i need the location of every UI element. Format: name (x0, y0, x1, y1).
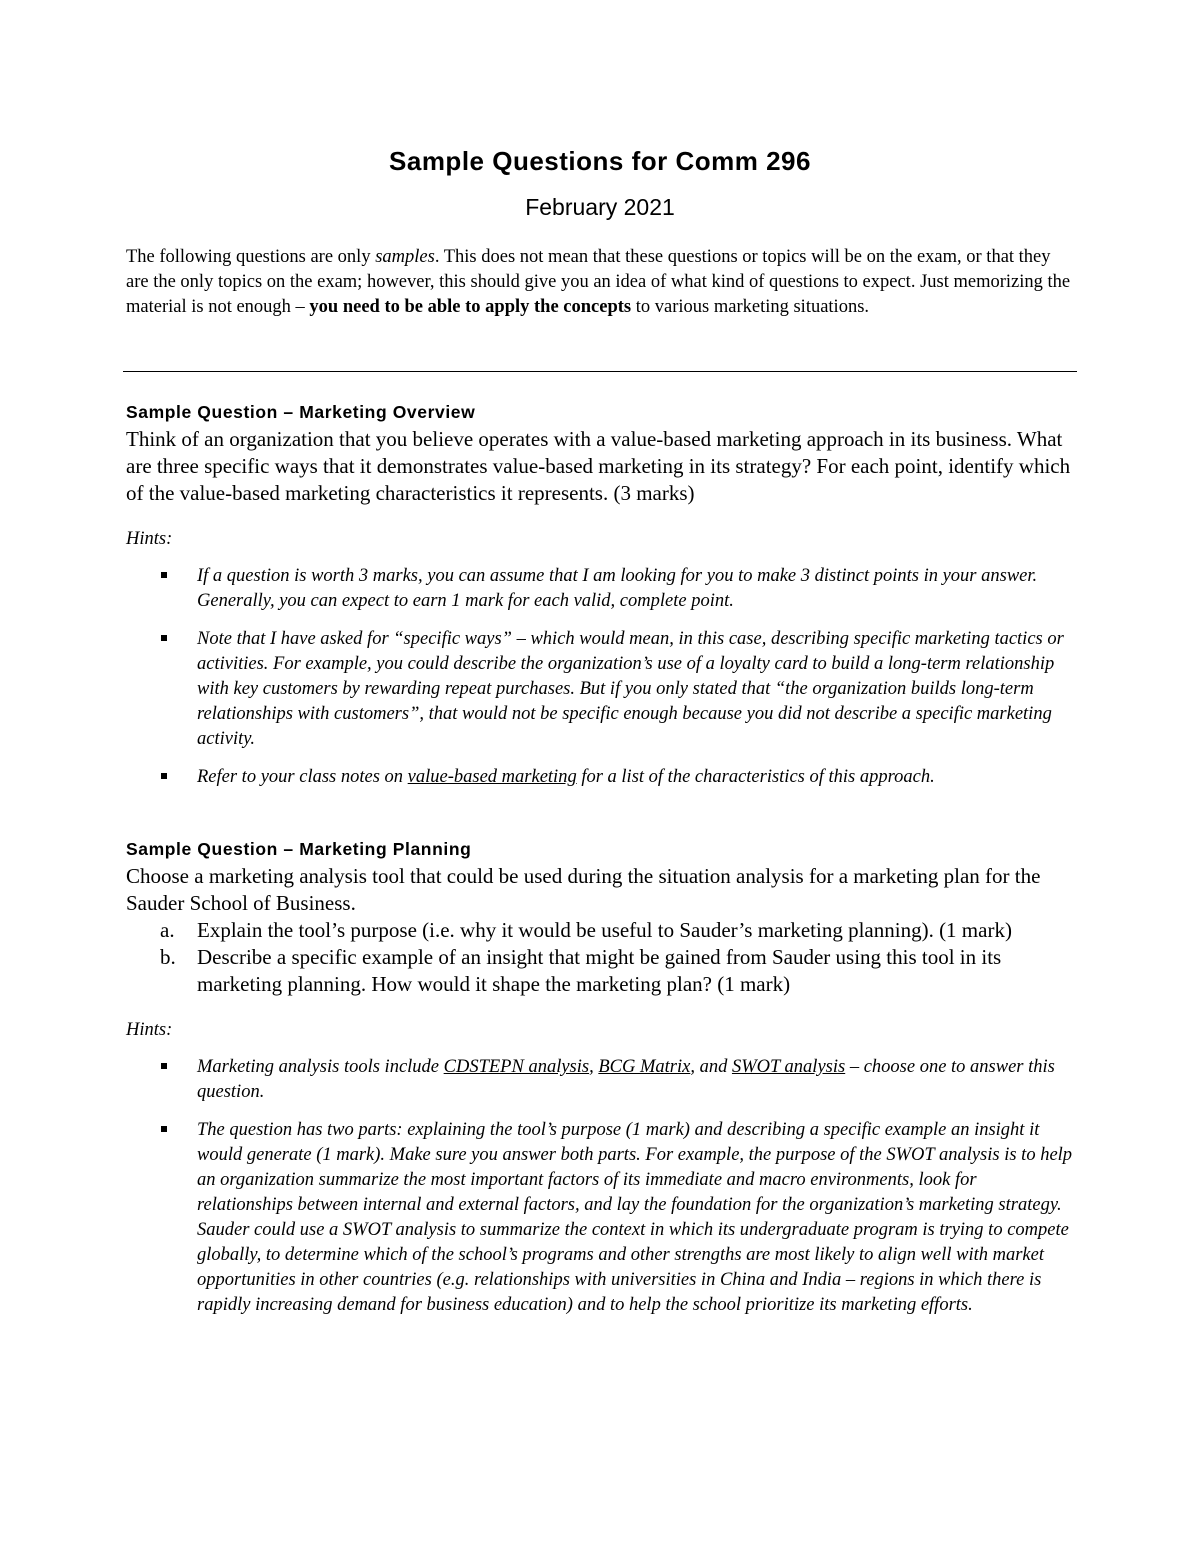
section-marketing-planning (126, 837, 1076, 1318)
hint-text: If a question is worth 3 marks, you can assume that I am looking for you to make 3 distinct points in your answer. Generally, you can expect to earn 1 mark for each valid, complete point. (197, 566, 1038, 611)
cdstepn-analysis-link[interactable]: CDSTEPN analysis (443, 1057, 590, 1077)
document-date: February 2021 (525, 194, 675, 220)
hint-item (126, 1118, 1076, 1318)
question-text: Think of an organization that you believe operates with a value-based marketing approach in its business. What are three specific ways that it demonstrates value-based marketing in its strategy? For each point, identify which of the value-based marketing characteristics it represents. (3 marks) (126, 427, 1071, 505)
hint-separator: , and (690, 1057, 732, 1077)
bullet-icon (161, 1126, 167, 1132)
intro-bold-emphasis: you need to be able to apply the concepts (309, 297, 632, 317)
hint-item (126, 765, 1076, 790)
hint-text-end: – choose one to answer this question. (197, 1057, 1055, 1102)
sub-question-letter: a. (160, 918, 175, 942)
hint-item (126, 564, 1076, 614)
hints-label: Hints: (126, 529, 173, 549)
sub-question-text: Explain the tool’s purpose (i.e. why it would be useful to Sauder’s marketing planning). (1 mark) (197, 918, 1012, 942)
hints-label: Hints: (126, 1020, 173, 1040)
value-based-marketing-link[interactable]: value-based marketing (407, 767, 577, 787)
sub-question-text: Describe a specific example of an insight that might be gained from Sauder using this tool in its marketing planning. How would it shape the marketing plan? (1 mark) (197, 945, 1002, 996)
bullet-icon (161, 1063, 167, 1069)
sub-question-a (126, 917, 1076, 944)
bullet-icon (161, 773, 167, 779)
sub-question-letter: b. (160, 945, 176, 969)
bullet-icon (161, 572, 167, 578)
section-heading: Sample Question – Marketing Overview (126, 402, 476, 422)
hint-text: Marketing analysis tools include (197, 1057, 444, 1077)
sub-question-b (126, 944, 1076, 998)
bcg-matrix-link[interactable]: BCG Matrix (598, 1057, 691, 1077)
intro-text-2: . This does not mean that these questions or topics will be on the exam, or that they are the only topics on the exam; however, this should give you an idea of what kind of questions to expect. Just memorizing the material is not enough – (126, 247, 1071, 317)
question-text: Choose a marketing analysis tool that could be used during the situation analysis for a marketing plan for the Sauder School of Business. (126, 864, 1041, 915)
bullet-icon (161, 635, 167, 641)
hint-text: Note that I have asked for “specific ways” – which would mean, in this case, describing specific marketing tactics or activities. For example, you could describe the organization’s use of a loyalty card to build a long-term relationship with key customers by rewarding repeat purchases. But if you only stated that “the organization builds long-term relationships with customers”, that would not be specific enough because you did not describe a specific marketing activity. (197, 629, 1064, 749)
hint-text-after-link: for a list of the characteristics of this approach. (576, 767, 935, 787)
hint-separator: , (589, 1057, 599, 1077)
hint-item (126, 1055, 1076, 1105)
horizontal-divider (123, 371, 1077, 372)
hint-text-before-link: Refer to your class notes on (197, 767, 408, 787)
swot-analysis-link[interactable]: SWOT analysis (731, 1057, 846, 1077)
document-title: Sample Questions for Comm 296 (389, 146, 811, 176)
section-marketing-overview (126, 400, 1076, 790)
intro-paragraph (126, 245, 1076, 320)
intro-samples-emphasis: samples (375, 247, 435, 267)
hint-item (126, 627, 1076, 752)
hint-text: The question has two parts: explaining the tool’s purpose (1 mark) and describing a specific example an insight it would generate (1 mark). Make sure you answer both parts. For example, the purpose of the SWOT analysis is to help an organization summarize the most important factors of its immediate and macro environments, look for relationships between internal and external factors, and lay the foundation for the organization’s marketing strategy. Sauder could use a SWOT analysis to summarize the context in which its undergraduate program is trying to compete globally, to determine which of the school’s programs and other strengths are most likely to align well with market opportunities in other countries (e.g. relationships with universities in China and India – regions in which there is rapidly increasing demand for business education) and to help the school prioritize its marketing efforts. (197, 1120, 1073, 1315)
intro-text-3: to various marketing situations. (631, 297, 870, 317)
section-heading: Sample Question – Marketing Planning (126, 839, 472, 859)
intro-text-1: The following questions are only (126, 247, 376, 267)
